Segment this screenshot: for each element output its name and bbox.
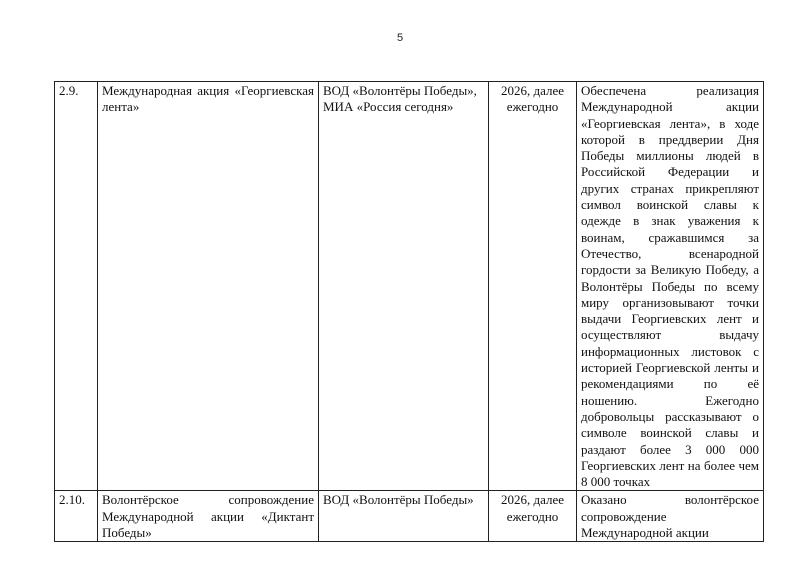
table-row <box>55 82 764 491</box>
activities-table <box>54 81 764 542</box>
row-number: 2.9. <box>55 82 98 491</box>
expected-result: Обеспечена реализация Международной акции «Георгиевская лента», в ходе которой в преддверии Дня Победы миллионы людей в Российской Федерации и других странах прикрепляют символ воинской славы к одежде в знак уважения к воинам, сражавшимся за Отечество, всенародной гордости за Великую Победу, а Волонтёры Победы по всему миру организовывают точки выдачи Георгиевских лент и осуществляют выдачу информационных листовок с историей Георгиевской ленты и рекомендациями по её ношению. Ежегодно добровольцы рассказывают о символе воинской славы и раздают более 3 000 000 Георгиевских лент на более чем 8 000 точках <box>577 82 764 491</box>
page-number: 5 <box>396 32 404 44</box>
term: 2026, далее ежегодно <box>489 491 577 542</box>
executors: ВОД «Волонтёры Победы» <box>319 491 489 542</box>
activity-name: Волонтёрское сопровождение Международной акции «Диктант Победы» <box>98 491 319 542</box>
row-number: 2.10. <box>55 491 98 542</box>
executors: ВОД «Волонтёры Победы», МИА «Россия сегодня» <box>319 82 489 491</box>
activity-name: Международная акция «Георгиевская лента» <box>98 82 319 491</box>
table-row <box>55 491 764 542</box>
expected-result: Оказано волонтёрское сопровождение Международной акции <box>577 491 764 542</box>
term: 2026, далее ежегодно <box>489 82 577 491</box>
